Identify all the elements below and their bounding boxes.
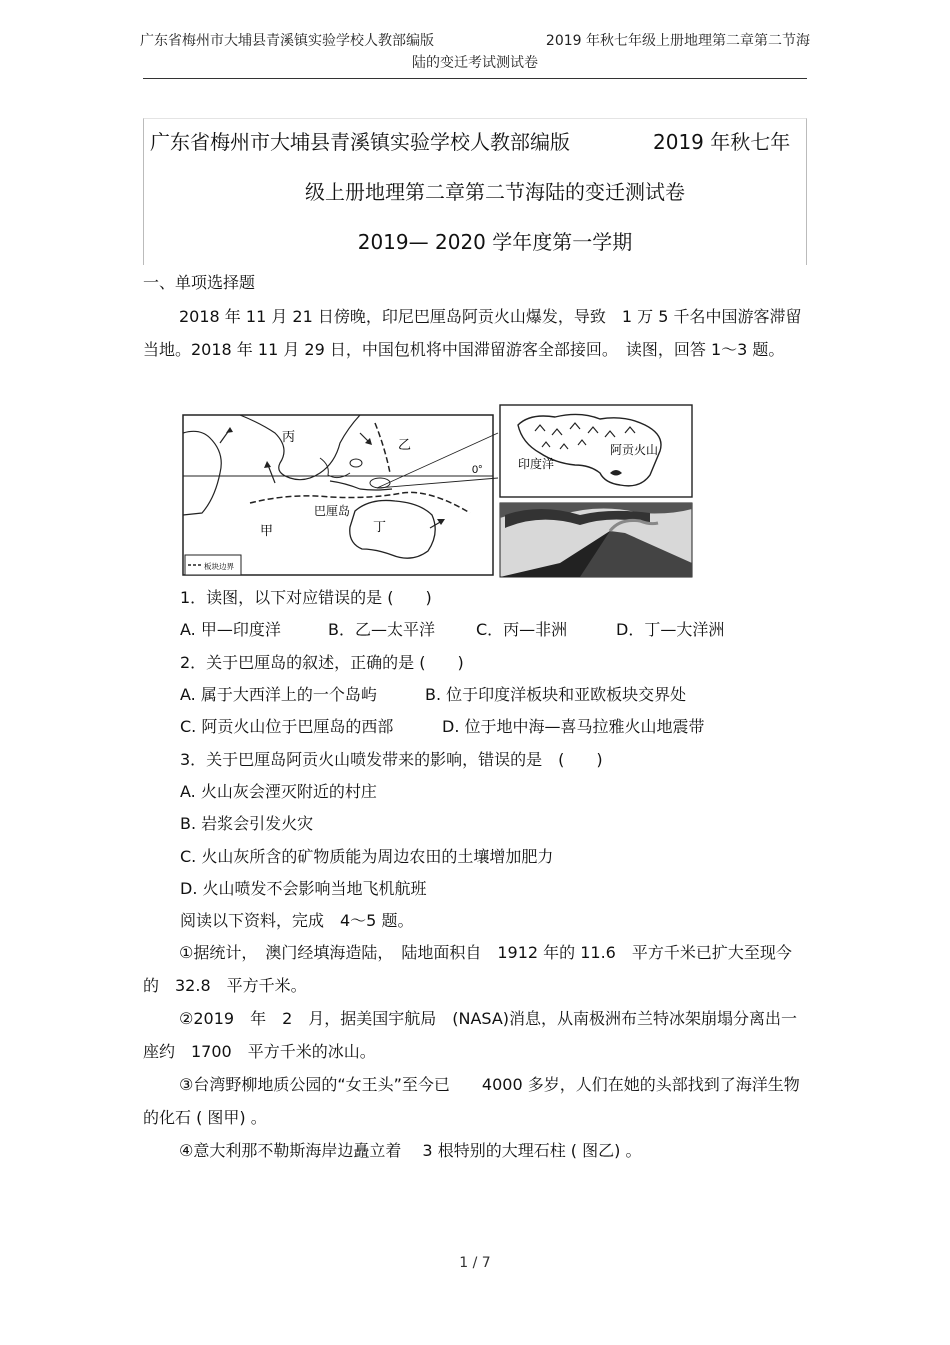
q3-option-b[interactable]: B. 岩浆会引发火灾 [180, 814, 314, 833]
material-4-text: ④意大利那不勒斯海岸边矗立着 3 根特别的大理石柱 ( 图乙) 。 [179, 1141, 642, 1160]
material-1 [143, 936, 807, 1002]
label-bing: 丙 [282, 429, 296, 444]
running-header-left: 广东省梅州市大埔县青溪镇实验学校人教部编版 [140, 33, 434, 49]
material-2-text: ②2019 年 2 月，据美国宇航局 (NASA)消息，从南极洲布兰特冰架崩塌分离出一座约 1700 平方千米的冰山。 [143, 1009, 798, 1061]
q1-option-c[interactable]: C．丙—非洲 [476, 620, 568, 639]
label-jia: 甲 [260, 523, 274, 538]
running-header [120, 30, 830, 74]
intro-paragraph [143, 300, 807, 366]
bali-map-figure [180, 403, 695, 578]
material-1-text: ①据统计， 澳门经填海造陆， 陆地面积自 1912 年的 11.6 平方千米已扩大至现今的 32.8 平方千米。 [143, 943, 792, 995]
title-line1-right: 2019 年秋七年 [653, 130, 791, 154]
question-2-stem: 2．关于巴厘岛的叙述，正确的是 ( ) [180, 653, 464, 672]
material-4 [143, 1134, 807, 1167]
q3-option-d[interactable]: D. 火山喷发不会影响当地飞机航班 [180, 879, 427, 898]
running-header-line2: 陆的变迁考试测试卷 [412, 55, 538, 71]
section-heading: 一、单项选择题 [143, 273, 256, 292]
label-yi: 乙 [398, 437, 412, 452]
q2-option-a[interactable]: A. 属于大西洋上的一个岛屿 [180, 685, 377, 704]
q2-option-d[interactable]: D. 位于地中海—喜马拉雅火山地震带 [442, 717, 705, 736]
q3-option-a[interactable]: A. 火山灰会湮灭附近的村庄 [180, 782, 377, 801]
q1-option-d[interactable]: D．丁—大洋洲 [616, 620, 725, 639]
q2-option-c[interactable]: C. 阿贡火山位于巴厘岛的西部 [180, 717, 394, 736]
label-bali: 巴厘岛 [314, 504, 351, 518]
q1-option-a[interactable]: A. 甲—印度洋 [180, 620, 281, 639]
material-2 [143, 1002, 807, 1068]
header-divider [143, 78, 807, 79]
title-line3: 2019— 2020 学年度第一学期 [357, 230, 633, 254]
reading-intro: 阅读以下资料，完成 4～5 题。 [180, 911, 414, 930]
material-3-text: ③台湾野柳地质公园的“女王头”至今已 4000 多岁，人们在她的头部找到了海洋生物的化石 ( 图甲) 。 [143, 1075, 800, 1127]
question-2-options-ab [180, 683, 686, 707]
label-equator: 0° [472, 464, 483, 476]
title-line2: 级上册地理第二章第二节海陆的变迁测试卷 [305, 180, 685, 204]
label-ding: 丁 [373, 519, 387, 534]
page-number: 1 / 7 [459, 1255, 491, 1271]
world-map-frame [183, 415, 493, 575]
question-1-stem: 1．读图，以下对应错误的是 ( ) [180, 588, 432, 607]
question-2-options-cd [180, 715, 705, 739]
inset-label-volcano: 阿贡火山 [610, 443, 659, 457]
question-1-options [180, 618, 724, 642]
q1-option-b[interactable]: B．乙—太平洋 [328, 620, 435, 639]
intro-text: 2018 年 11 月 21 日傍晚，印尼巴厘岛阿贡火山爆发，导致 1 万 5 千名中国游客滞留当地。2018 年 11 月 29 日，中国包机将中国滞留游客全部接回。 读图，回答 1～3 题。 [143, 307, 802, 359]
running-header-right: 2019 年秋七年级上册地理第二章第二节海 [545, 33, 810, 49]
q3-option-c[interactable]: C. 火山灰所含的矿物质能为周边农田的土壤增加肥力 [180, 847, 554, 866]
title-line1-left: 广东省梅州市大埔县青溪镇实验学校人教部编版 [150, 130, 570, 154]
q2-option-b[interactable]: B. 位于印度洋板块和亚欧板块交界处 [425, 685, 687, 704]
legend-label: 板块边界 [204, 562, 234, 571]
question-3-stem: 3．关于巴厘岛阿贡火山喷发带来的影响，错误的是 ( ) [180, 750, 603, 769]
material-3 [143, 1068, 807, 1134]
inset-label-ocean: 印度洋 [518, 457, 555, 471]
